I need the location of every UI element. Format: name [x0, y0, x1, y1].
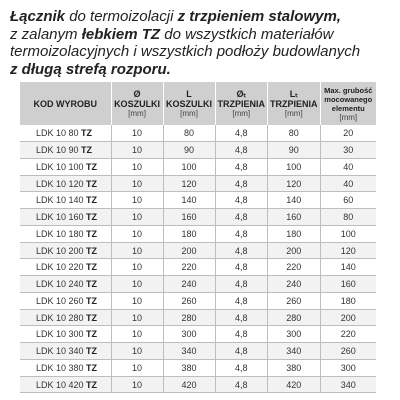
sleeve-diameter-cell: 10	[111, 259, 163, 276]
table-row	[20, 326, 376, 343]
product-code-suffix: TZ	[86, 195, 98, 206]
pin-diameter-cell: 4,8	[215, 359, 268, 376]
pin-length-cell: 140	[268, 192, 321, 209]
table-row	[20, 175, 376, 192]
column-header-unit: [mm]	[180, 108, 198, 118]
intro-product-name: Łącznik	[10, 8, 66, 25]
pin-length-cell: 80	[268, 125, 321, 141]
sleeve-diameter-cell: 10	[111, 192, 163, 209]
sleeve-length-cell: 120	[163, 175, 215, 192]
table-row	[20, 359, 376, 376]
sleeve-diameter-cell: 10	[111, 209, 163, 226]
product-code-cell	[20, 158, 111, 175]
max-thickness-cell: 140	[320, 259, 376, 276]
sleeve-diameter-cell: 10	[111, 142, 163, 159]
product-code-suffix: TZ	[86, 212, 98, 222]
product-code-cell	[20, 225, 111, 242]
pin-diameter-cell: 4,8	[215, 326, 268, 343]
sleeve-length-cell: 260	[163, 292, 215, 309]
max-thickness-cell: 100	[320, 225, 376, 242]
pin-length-cell: 90	[268, 142, 321, 159]
table-row	[20, 142, 376, 159]
product-code: LDK 10 140	[36, 195, 87, 206]
table-row	[20, 376, 376, 393]
column-header-label: TRZPIENIA	[217, 98, 266, 109]
table-row	[20, 158, 376, 175]
sleeve-diameter-cell: 10	[111, 242, 163, 259]
product-code-cell	[20, 125, 111, 141]
column-header-symbol: Øₜ	[236, 88, 247, 99]
sleeve-length-cell: 160	[163, 209, 215, 226]
column-header	[320, 82, 376, 125]
pin-diameter-cell: 4,8	[215, 242, 268, 259]
spec-table	[20, 82, 376, 393]
product-code-cell	[20, 192, 111, 209]
product-code-cell	[20, 309, 111, 326]
product-code-cell	[20, 326, 111, 343]
pin-length-cell: 160	[268, 209, 321, 226]
product-code-suffix: TZ	[86, 295, 98, 306]
intro-text	[10, 8, 390, 78]
max-thickness-cell: 40	[320, 158, 376, 175]
table-row	[20, 242, 376, 259]
column-header-label: Max. grubość mocowanego elementu	[324, 85, 373, 113]
pin-diameter-cell: 4,8	[215, 376, 268, 393]
max-thickness-cell: 260	[320, 343, 376, 360]
product-code-cell	[20, 343, 111, 360]
pin-diameter-cell: 4,8	[215, 125, 268, 141]
product-code-cell	[20, 142, 111, 159]
header-row	[20, 82, 376, 125]
product-code: LDK 10 200	[36, 245, 87, 256]
intro-text-part: do termoizolacji	[65, 8, 178, 25]
intro-text-part: termoizolacyjnych i wszystkich podłoży budowlanych	[10, 43, 361, 61]
intro-highlight: z długą strefą rozporu.	[10, 60, 171, 78]
product-code-suffix: TZ	[86, 379, 98, 390]
intro-text-part: do wszystkich materiałów	[160, 25, 334, 43]
product-code-cell	[20, 175, 111, 192]
product-code-suffix: TZ	[86, 279, 98, 289]
column-header	[215, 82, 268, 125]
column-header	[20, 82, 111, 125]
sleeve-diameter-cell: 10	[111, 125, 163, 141]
column-header-label: KOSZULKI	[114, 98, 161, 109]
pin-length-cell: 180	[268, 225, 321, 242]
product-code-cell	[20, 209, 111, 226]
product-code-suffix: TZ	[86, 228, 98, 239]
max-thickness-cell: 200	[320, 309, 376, 326]
max-thickness-cell: 120	[320, 242, 376, 259]
pin-length-cell: 340	[268, 343, 321, 360]
product-code-suffix: TZ	[86, 346, 98, 356]
product-code: LDK 10 260	[36, 295, 87, 306]
sleeve-length-cell: 220	[163, 259, 215, 276]
pin-length-cell: 300	[268, 326, 321, 343]
pin-length-cell: 280	[268, 309, 321, 326]
max-thickness-cell: 60	[320, 192, 376, 209]
column-header-symbol: Lₜ	[289, 88, 298, 99]
pin-diameter-cell: 4,8	[215, 309, 268, 326]
column-header-unit: [mm]	[232, 108, 251, 118]
spec-table-header	[20, 82, 376, 125]
product-code: LDK 10 380	[36, 362, 87, 373]
column-header-label: KOSZULKI	[166, 98, 213, 109]
sleeve-diameter-cell: 10	[111, 376, 163, 393]
pin-diameter-cell: 4,8	[215, 142, 268, 159]
sleeve-length-cell: 240	[163, 276, 215, 293]
sleeve-diameter-cell: 10	[111, 343, 163, 360]
product-code: LDK 10 180	[36, 228, 87, 239]
product-code-suffix: TZ	[86, 178, 98, 189]
sleeve-length-cell: 140	[163, 192, 215, 209]
table-row	[20, 343, 376, 360]
max-thickness-cell: 30	[320, 142, 376, 159]
product-code: LDK 10 340	[36, 346, 87, 356]
spec-table-body	[20, 125, 376, 393]
sleeve-diameter-cell: 10	[111, 225, 163, 242]
pin-length-cell: 240	[268, 276, 321, 293]
sleeve-length-cell: 340	[163, 343, 215, 360]
pin-diameter-cell: 4,8	[215, 158, 268, 175]
column-header-label: KOD WYROBU	[33, 98, 98, 109]
product-code: LDK 10 80	[36, 128, 82, 139]
pin-length-cell: 200	[268, 242, 321, 259]
column-header-unit: [mm]	[284, 108, 303, 118]
pin-length-cell: 220	[268, 259, 321, 276]
sleeve-length-cell: 180	[163, 225, 215, 242]
sleeve-length-cell: 80	[163, 125, 215, 141]
sleeve-length-cell: 200	[163, 242, 215, 259]
product-code-cell	[20, 242, 111, 259]
sleeve-diameter-cell: 10	[111, 292, 163, 309]
product-code: LDK 10 100	[36, 161, 87, 172]
sleeve-length-cell: 90	[163, 142, 215, 159]
max-thickness-cell: 80	[320, 209, 376, 226]
pin-diameter-cell: 4,8	[215, 209, 268, 226]
pin-diameter-cell: 4,8	[215, 175, 268, 192]
sleeve-length-cell: 280	[163, 309, 215, 326]
column-header-unit: [mm]	[128, 108, 146, 118]
sleeve-diameter-cell: 10	[111, 309, 163, 326]
table-row	[20, 259, 376, 276]
product-code: LDK 10 240	[36, 279, 87, 289]
pin-length-cell: 380	[268, 359, 321, 376]
sleeve-diameter-cell: 10	[111, 359, 163, 376]
column-header-label: TRZPIENIA	[270, 98, 318, 109]
product-code-suffix: TZ	[86, 362, 98, 373]
sleeve-length-cell: 380	[163, 359, 215, 376]
column-header	[111, 82, 163, 125]
sleeve-length-cell: 100	[163, 158, 215, 175]
sleeve-diameter-cell: 10	[111, 276, 163, 293]
sleeve-diameter-cell: 10	[111, 158, 163, 175]
product-code-suffix: TZ	[86, 245, 98, 256]
product-code-suffix: TZ	[81, 145, 93, 155]
product-code-cell	[20, 376, 111, 393]
pin-diameter-cell: 4,8	[215, 192, 268, 209]
pin-length-cell: 260	[268, 292, 321, 309]
pin-diameter-cell: 4,8	[215, 276, 268, 293]
product-code: LDK 10 300	[36, 329, 87, 340]
product-code-cell	[20, 359, 111, 376]
product-code-suffix: TZ	[86, 161, 98, 172]
intro-text-part: z zalanym	[10, 25, 82, 43]
sleeve-length-cell: 300	[163, 326, 215, 343]
pin-diameter-cell: 4,8	[215, 225, 268, 242]
product-code-suffix: TZ	[81, 128, 93, 139]
table-row	[20, 292, 376, 309]
table-row	[20, 125, 376, 141]
product-code-cell	[20, 292, 111, 309]
column-header	[163, 82, 215, 125]
product-code: LDK 10 160	[36, 212, 87, 222]
column-header-symbol: L	[186, 88, 192, 99]
product-code: LDK 10 420	[36, 379, 87, 390]
intro-highlight: łebkiem TZ	[81, 25, 161, 43]
max-thickness-cell: 40	[320, 175, 376, 192]
column-header-symbol: Ø	[133, 88, 141, 99]
product-code: LDK 10 120	[36, 178, 87, 189]
table-row	[20, 209, 376, 226]
table-row	[20, 309, 376, 326]
pin-diameter-cell: 4,8	[215, 292, 268, 309]
product-code-cell	[20, 259, 111, 276]
product-code: LDK 10 220	[36, 262, 87, 273]
table-row	[20, 192, 376, 209]
pin-length-cell: 100	[268, 158, 321, 175]
max-thickness-cell: 160	[320, 276, 376, 293]
product-code-cell	[20, 276, 111, 293]
column-header-unit: [mm]	[339, 112, 358, 122]
max-thickness-cell: 180	[320, 292, 376, 309]
column-header	[268, 82, 321, 125]
pin-length-cell: 420	[268, 376, 321, 393]
product-code: LDK 10 280	[36, 312, 87, 323]
product-code-suffix: TZ	[86, 312, 98, 323]
max-thickness-cell: 20	[320, 125, 376, 141]
max-thickness-cell: 220	[320, 326, 376, 343]
product-code-suffix: TZ	[86, 262, 98, 273]
intro-highlight: z trzpieniem stalowym,	[177, 8, 341, 25]
max-thickness-cell: 300	[320, 359, 376, 376]
table-row	[20, 276, 376, 293]
product-code: LDK 10 90	[36, 145, 82, 155]
sleeve-diameter-cell: 10	[111, 175, 163, 192]
pin-length-cell: 120	[268, 175, 321, 192]
pin-diameter-cell: 4,8	[215, 259, 268, 276]
product-code-suffix: TZ	[86, 329, 98, 340]
sleeve-length-cell: 420	[163, 376, 215, 393]
max-thickness-cell: 340	[320, 376, 376, 393]
pin-diameter-cell: 4,8	[215, 343, 268, 360]
table-row	[20, 225, 376, 242]
sleeve-diameter-cell: 10	[111, 326, 163, 343]
